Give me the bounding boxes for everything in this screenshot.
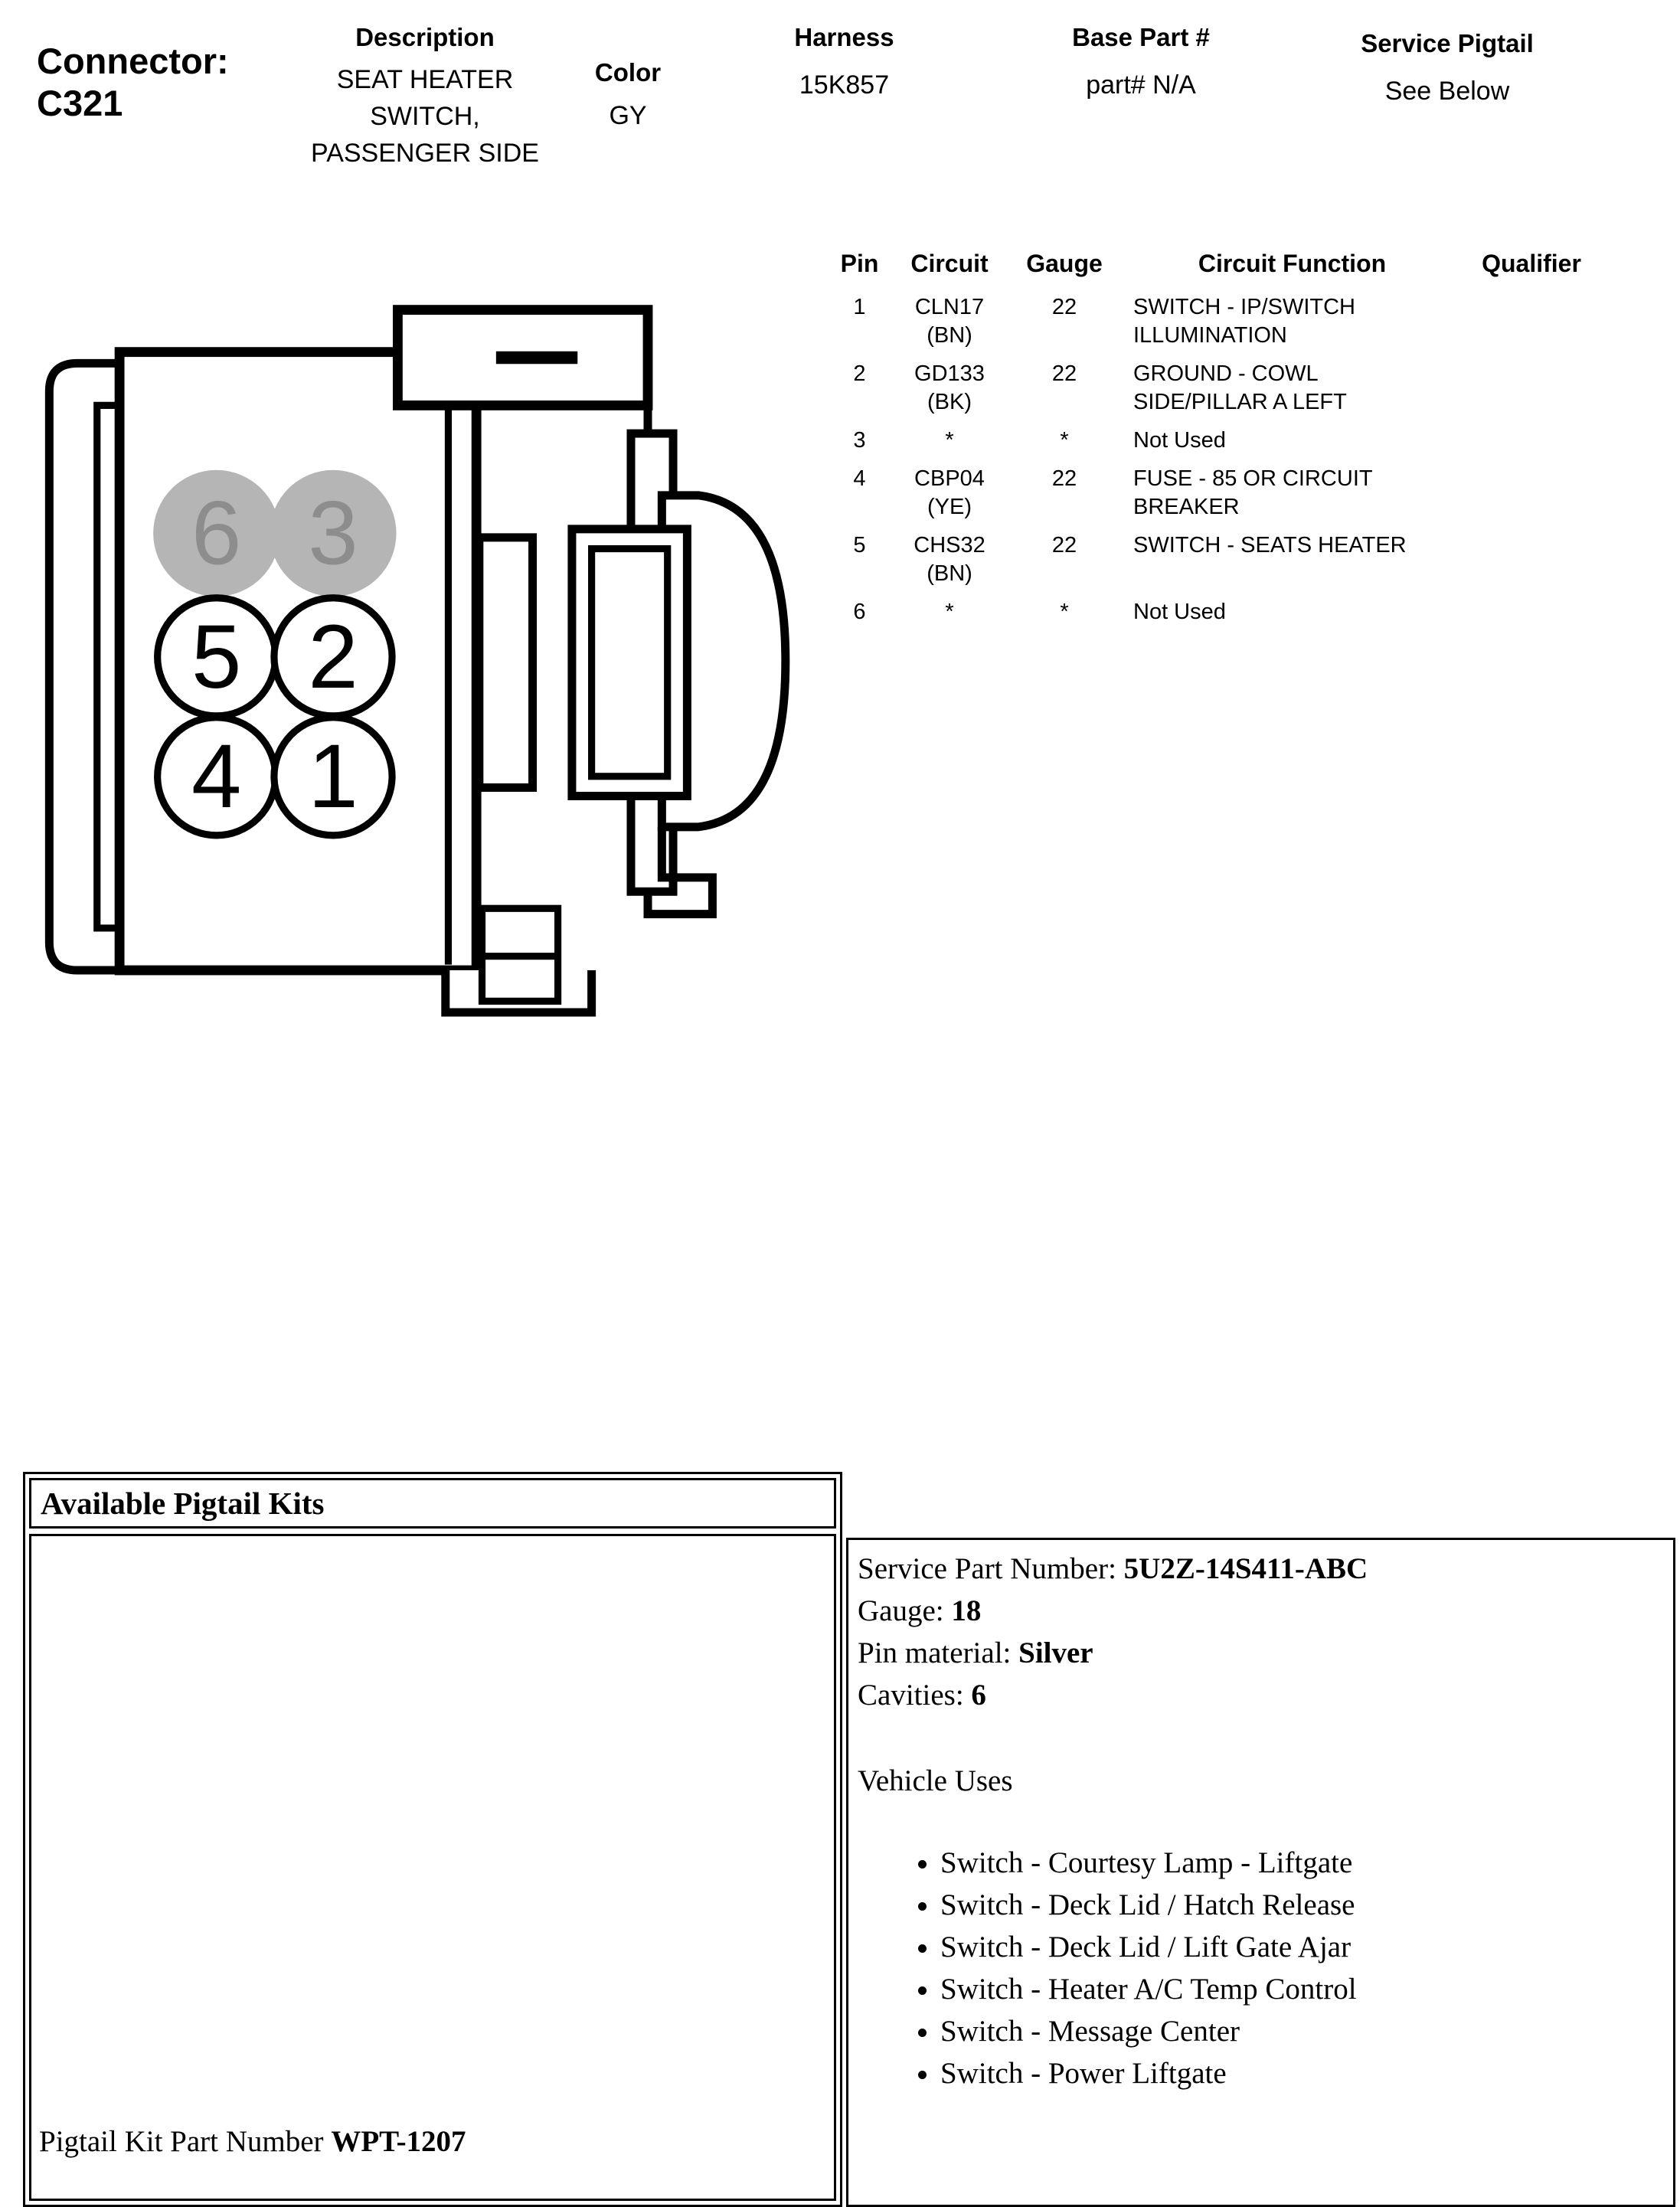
table-row: [831, 465, 1604, 531]
cell-pin: 5: [853, 533, 866, 557]
service-pigtail-label: Service Pigtail: [1361, 29, 1534, 57]
header-col-harness: [762, 23, 927, 100]
pigtail-kits-title: Available Pigtail Kits: [29, 1478, 836, 1529]
gauge-line: Gauge: 18: [858, 1594, 982, 1627]
gauge-value: 18: [951, 1594, 982, 1627]
color-label: Color: [594, 58, 662, 87]
col-header-pin: Pin: [840, 250, 879, 277]
cell-pin: 3: [853, 428, 866, 453]
cell-function: SWITCH - SEATS HEATER: [1133, 533, 1407, 557]
pin-number-4: 4: [191, 726, 242, 827]
cell-gauge: *: [1060, 428, 1069, 453]
table-row: [831, 427, 1604, 465]
cell-pin: 1: [853, 295, 866, 319]
description-label: Description: [355, 23, 495, 51]
vehicle-use-item: • Switch - Courtesy Lamp - Liftgate: [940, 1842, 1673, 1884]
vehicle-use-item: • Switch - Deck Lid / Hatch Release: [940, 1884, 1673, 1926]
cell-function: Not Used: [1133, 600, 1226, 624]
cell-qualifier: [1466, 598, 1597, 626]
cell-qualifier: [1466, 465, 1597, 522]
pigtail-kit-part-number: [39, 2124, 466, 2159]
pin-number-5: 5: [191, 607, 242, 708]
vehicle-use-item: • Switch - Power Liftgate: [940, 2052, 1673, 2094]
table-row: [831, 360, 1604, 427]
cell-circuit: *: [945, 428, 954, 453]
vehicle-use-item: • Switch - Message Center: [940, 2010, 1673, 2052]
cell-function: GROUND - COWL SIDE/PILLAR A LEFT: [1133, 361, 1347, 414]
cell-qualifier: [1466, 360, 1597, 417]
kit-label: Pigtail Kit Part Number: [39, 2125, 332, 2158]
header-col-description: [268, 23, 582, 172]
cell-gauge: 22: [1051, 533, 1077, 557]
cell-pin: 2: [853, 361, 866, 386]
connector-label: Connector:: [37, 41, 229, 81]
color-value: GY: [609, 101, 647, 130]
pin-number-1: 1: [308, 726, 358, 827]
terminal-window-inner: [592, 549, 668, 777]
cell-gauge: *: [1060, 600, 1069, 624]
col-header-function: Circuit Function: [1198, 250, 1387, 277]
cavities-line: Cavities: 6: [858, 1679, 986, 1712]
cell-function: FUSE - 85 OR CIRCUIT BREAKER: [1133, 466, 1373, 519]
side-rib: [479, 538, 533, 788]
header-col-base-part: [1041, 23, 1240, 100]
col-header-qualifier: Qualifier: [1482, 250, 1581, 277]
pin-number-2: 2: [308, 607, 358, 708]
cell-gauge: 22: [1051, 361, 1077, 386]
base-part-value: part# N/A: [1086, 70, 1196, 100]
pin-material-value: Silver: [1018, 1636, 1093, 1669]
pigtail-kits-box: [23, 1472, 842, 2207]
pin-number-3: 3: [308, 482, 358, 584]
cell-circuit: *: [945, 600, 954, 624]
connector-diagram: [27, 287, 793, 1032]
vehicle-use-item: • Switch - Heater A/C Temp Control: [940, 1968, 1673, 2010]
cell-qualifier: [1466, 531, 1597, 588]
cell-qualifier: [1466, 293, 1597, 350]
pin-number-6: 6: [191, 482, 242, 584]
cell-pin: 4: [853, 466, 866, 491]
vehicle-uses-list: [858, 1842, 1673, 2094]
cavities-value: 6: [971, 1679, 986, 1712]
service-part-number-line: Service Part Number: 5U2Z-14S411-ABC: [858, 1552, 1368, 1585]
base-part-label: Base Part #: [1072, 23, 1210, 51]
cell-function: Not Used: [1133, 428, 1226, 453]
col-header-circuit: Circuit: [910, 250, 989, 277]
table-row: [831, 598, 1604, 636]
cell-gauge: 22: [1051, 295, 1077, 319]
pin-table: [831, 250, 1604, 636]
cell-circuit: CLN17 (BN): [914, 295, 985, 348]
cell-pin: 6: [853, 600, 866, 624]
table-row: [831, 531, 1604, 598]
harness-label: Harness: [794, 23, 894, 51]
service-part-box: [846, 1538, 1675, 2207]
cell-circuit: CHS32 (BN): [914, 533, 985, 586]
connector-id: C321: [37, 83, 123, 124]
pin-table-header: [831, 250, 1604, 278]
vehicle-uses-title: Vehicle Uses: [858, 1764, 1013, 1797]
cell-gauge: 22: [1051, 466, 1077, 491]
cell-circuit: GD133 (BK): [914, 361, 985, 414]
service-part-number: 5U2Z-14S411-ABC: [1123, 1552, 1368, 1585]
connector-title: [37, 40, 229, 125]
description-value: SEAT HEATER SWITCH, PASSENGER SIDE: [311, 65, 539, 168]
cell-circuit: CBP04 (YE): [914, 466, 985, 519]
cell-function: SWITCH - IP/SWITCH ILLUMINATION: [1133, 295, 1355, 348]
cell-qualifier: [1466, 427, 1597, 455]
pigtail-kits-body: [29, 1534, 836, 2201]
pin-material-line: Pin material: Silver: [858, 1636, 1093, 1669]
kit-value: WPT-1207: [331, 2125, 466, 2158]
col-header-gauge: Gauge: [1026, 250, 1103, 277]
service-pigtail-value: See Below: [1384, 77, 1510, 106]
table-row: [831, 293, 1604, 360]
vehicle-use-item: • Switch - Deck Lid / Lift Gate Ajar: [940, 1926, 1673, 1968]
harness-value: 15K857: [799, 70, 890, 100]
header-col-color: [563, 58, 693, 131]
header-col-service-pigtail: [1336, 29, 1558, 106]
